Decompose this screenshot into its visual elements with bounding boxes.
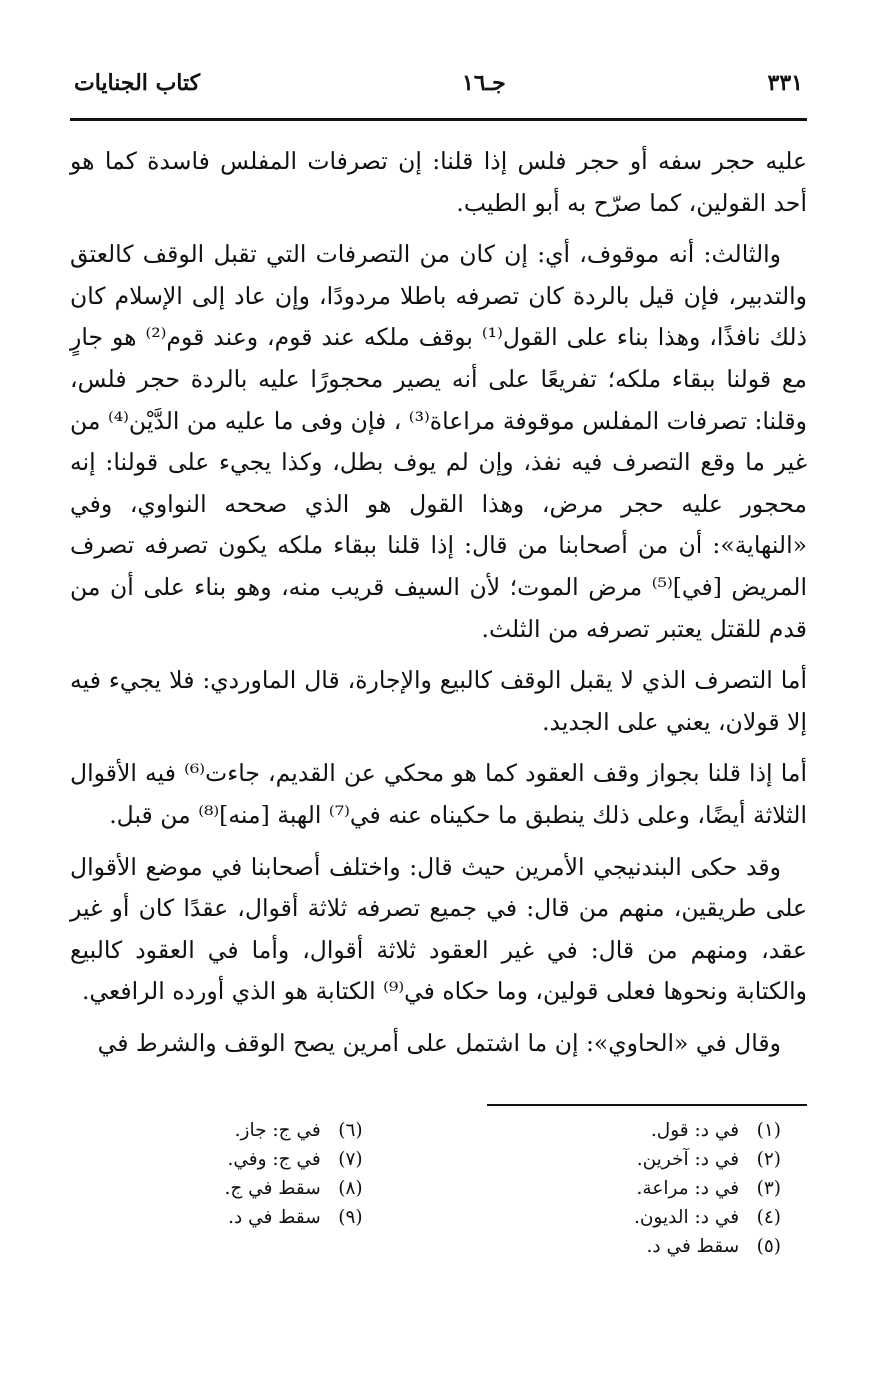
page-number: ٣٣١ (767, 70, 803, 96)
header-rule (70, 118, 807, 121)
paragraph: أما إذا قلنا بجواز وقف العقود كما هو محكي عن القديم، جاءت⁽⁶⁾ فيه الأقوال الثلاثة أيضًا، وعلى ذلك ينطبق ما حكيناه عنه في⁽⁷⁾ الهبة [منه]⁽⁸⁾ من قبل. (70, 759, 807, 829)
paragraph: عليه حجر سفه أو حجر فلس إذا قلنا: إن تصرفات المفلس فاسدة كما هو أحد القولين، كما صرّح به أبو الطيب. (70, 147, 807, 217)
book-title: كتاب الجنايات (74, 70, 201, 96)
footnote: (٢) في د: آخرين. (636, 1149, 781, 1171)
paragraph: أما التصرف الذي لا يقبل الوقف كالبيع والإجارة، قال الماوردي: فلا يجيء فيه إلا قولان، يعني على الجديد. (70, 666, 807, 736)
footnote: (١) في د: قول. (650, 1120, 781, 1142)
paragraph: وقال في «الحاوي»: إن ما اشتمل على أمرين يصح الوقف والشرط في (97, 1028, 781, 1057)
footnote-column-2 (70, 1116, 439, 1261)
footnote: (٩) سقط في د. (228, 1207, 363, 1229)
volume-number: جـ١٦ (461, 70, 506, 96)
running-header (70, 70, 807, 114)
footnote-column-1 (439, 1116, 807, 1261)
paragraph: والثالث: أنه موقوف، أي: إن كان من التصرفات التي تقبل الوقف كالعتق والتدبير، فإن قيل بالردة كان تصرفه باطلا مردودًا، وإن عاد إلى الإسلام كان ذلك نافذًا، وهذا بناء على القول⁽¹⁾ بوقف ملكه عند قوم، وعند قوم⁽²⁾ هو جارٍ مع قولنا ببقاء ملكه؛ تفريعًا على أنه يصير محجورًا عليه بالردة حجر فلس، وقلنا: تصرفات المفلس موقوفة مراعاة⁽³⁾ ، فإن وفى ما عليه من الدَّيْن⁽⁴⁾ من غير ما وقع التصرف فيه نفذ، وإن لم يوف بطل، وكذا يجيء على قولنا: إنه محجور عليه حجر مرض، وهذا القول هو الذي صححه النواوي، وفي «النهاية»: أن من أصحابنا من قال: إذا قلنا ببقاء ملكه يكون تصرفه تصرف المريض [في]⁽⁵⁾ مرض الموت؛ لأن السيف قريب منه، وهو بناء على أن من قدم للقتل يعتبر تصرفه من الثلث. (70, 240, 808, 643)
footnote: (٧) في ج: وفي. (227, 1149, 363, 1171)
footnote: (٥) سقط في د. (646, 1236, 781, 1258)
footnote: (٣) في د: مراعة. (636, 1178, 781, 1200)
paragraph: وقد حكى البندنيجي الأمرين حيث قال: واختلف أصحابنا في موضع الأقوال على طريقين، منهم من قال: في جميع تصرفه ثلاثة أقوال، عقدًا كان أو غير عقد، ومنهم من قال: في غير العقود ثلاثة أقوال، وأما في العقود كالبيع والكتابة ونحوها فعلى قولين، وما حكاه في⁽⁹⁾ الكتابة هو الذي أورده الرافعي. (70, 852, 807, 1006)
footnote: (٨) سقط في ج. (224, 1178, 363, 1200)
footnote-rule (487, 1104, 807, 1106)
footnotes (70, 1116, 807, 1261)
main-text (70, 141, 807, 1064)
footnote: (٤) في د: الديون. (633, 1207, 781, 1229)
footnote: (٦) في ج: جاز. (234, 1120, 363, 1142)
